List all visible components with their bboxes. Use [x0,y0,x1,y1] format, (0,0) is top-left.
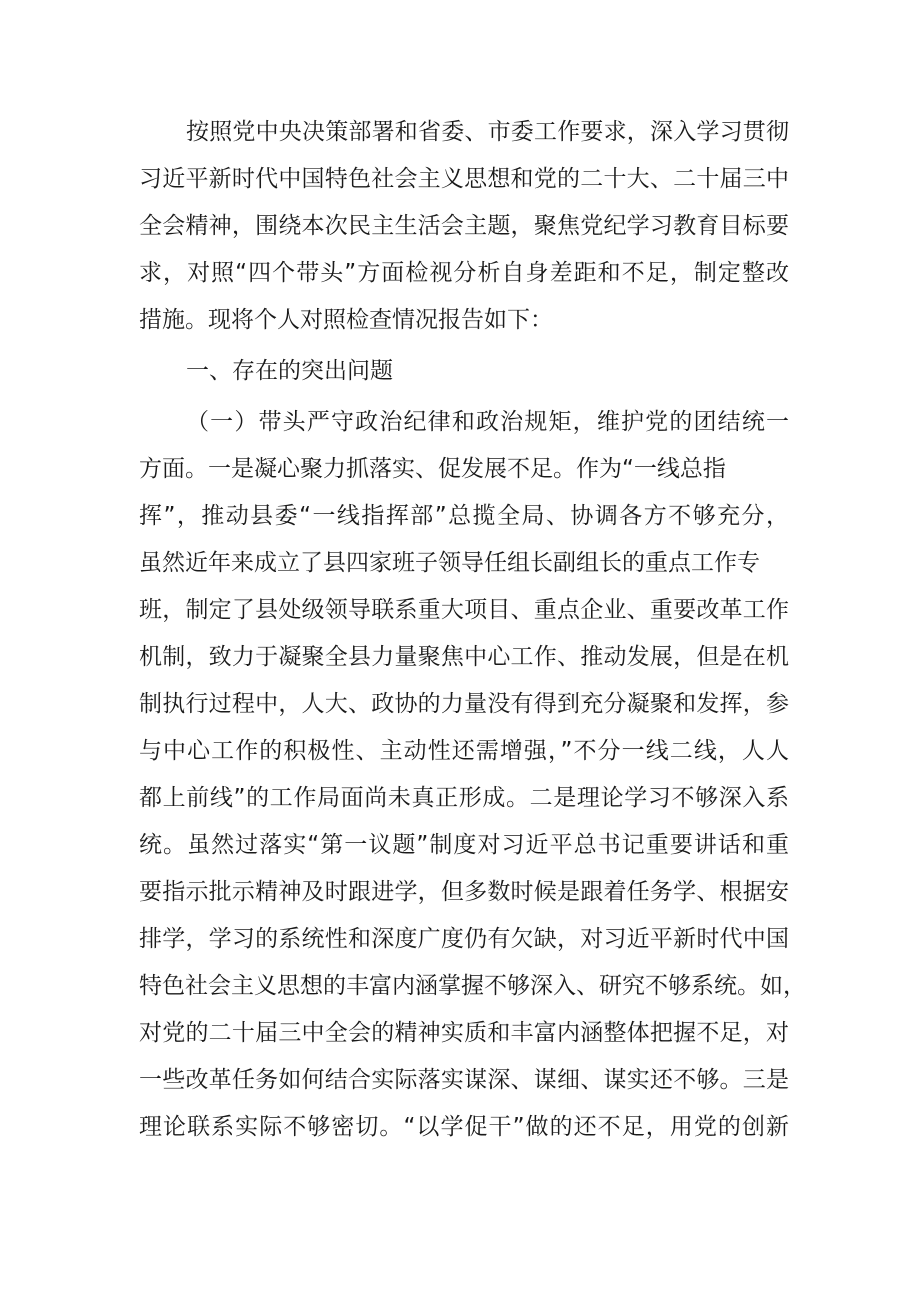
intro-line-4: 求，对照“四个带头”方面检视分析自身差距和不足，制定整改 [139,260,789,286]
subsection-line-12: 排学，学习的系统性和深度广度仍有欠缺，对习近平新时代中国 [139,926,789,952]
intro-line-3: 全会精神，围绕本次民主生活会主题，聚焦党纪学习教育目标要 [139,213,789,239]
subsection-line-9: 都上前线”的工作局面尚未真正形成。二是理论学习不够深入系 [139,785,789,811]
intro-line-2: 习近平新时代中国特色社会主义思想和党的二十大、二十届三中 [139,166,789,192]
section-heading: 一、存在的突出问题 [186,358,393,384]
subsection-line-6: 机制，致力于凝聚全县力量聚焦中心工作、推动发展，但是在机 [139,644,789,670]
subsection-line-10: 统。虽然过落实“第一议题”制度对习近平总书记重要讲话和重 [139,832,789,858]
subsection-line-3: 挥”，推动县委“一线指挥部”总揽全局、协调各方不够充分， [139,503,789,529]
subsection-line-8: 与中心工作的积极性、主动性还需增强，”不分一线二线，人人 [139,738,789,764]
subsection-line-15: 一些改革任务如何结合实际落实谋深、谋细、谋实还不够。三是 [139,1067,789,1093]
subsection-line-5: 班，制定了县处级领导联系重大项目、重点企业、重要改革工作 [139,597,789,623]
subsection-line-13: 特色社会主义思想的丰富内涵掌握不够深入、研究不够系统。如， [139,973,806,999]
subsection-line-16: 理论联系实际不够密切。“以学促干”做的还不足，用党的创新 [139,1114,789,1140]
subsection-line-2: 方面。一是凝心聚力抓落实、促发展不足。作为“一线总指 [139,456,726,482]
subsection-line-1: （一）带头严守政治纪律和政治规矩，维护党的团结统一 [186,409,789,435]
intro-line-1: 按照党中央决策部署和省委、市委工作要求，深入学习贯彻 [186,119,789,145]
subsection-line-14: 对党的二十届三中全会的精神实质和丰富内涵整体把握不足，对 [139,1020,789,1046]
subsection-line-7: 制执行过程中，人大、政协的力量没有得到充分凝聚和发挥，参 [139,691,789,717]
subsection-line-4: 虽然近年来成立了县四家班子领导任组长副组长的重点工作专 [139,550,760,576]
subsection-line-11: 要指示批示精神及时跟进学，但多数时候是跟着任务学、根据安 [139,879,789,905]
intro-line-5: 措施。现将个人对照检查情况报告如下： [139,307,553,333]
